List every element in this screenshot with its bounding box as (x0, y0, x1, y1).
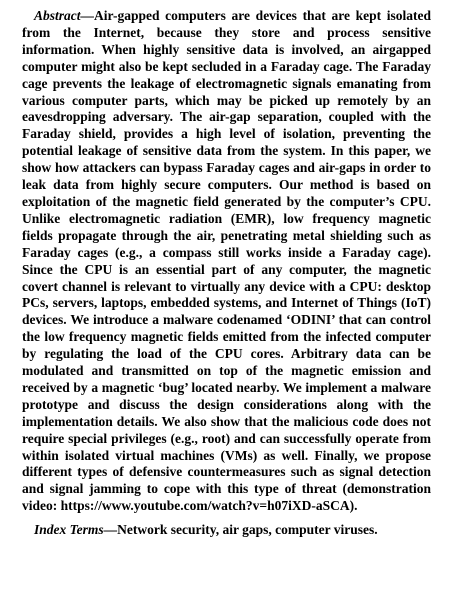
index-terms-label-text: Index Terms (34, 522, 104, 538)
abstract-paragraph (22, 8, 431, 515)
index-terms-label (34, 522, 117, 537)
index-terms-paragraph (22, 522, 431, 539)
index-terms-label-dash: — (103, 522, 118, 538)
abstract-label-text: Abstract (34, 8, 81, 23)
abstract-label-dash: — (80, 8, 95, 23)
abstract-text: Air-gapped computers are devices that are kept isolated from the Internet, because they store and process sensitive information. When highly sensitive data is involved, an airgapped computer might also be kept secluded in a Faraday cage. The Faraday cage prevents the leakage of electromagnetic signals emanating from various computer parts, which may be picked up remotely by an eavesdropping adversary. The air-gap separation, coupled with the Faraday shield, provides a high level of isolation, preventing the potential leakage of sensitive data from the system. In this paper, we show how attackers can bypass Faraday cages and air-gaps in order to leak data from highly secure computers. Our method is based on exploitation of the magnetic field generated by the computer’s CPU. Unlike electromagnetic radiation (EMR), low frequency magnetic fields propagate through the air, penetrating metal shielding such as Faraday cages (e.g., a compass still works inside a Faraday cage). Since the CPU is an essential part of any computer, the magnetic covert channel is relevant to virtually any device with a CPU: desktop PCs, servers, laptops, embedded systems, and Internet of Things (IoT) devices. We introduce a malware codenamed ‘ODINI’ that can control the low frequency magnetic fields emitted from the infected computer by regulating the load of the CPU cores. Arbitrary data can be modulated and transmitted on top of the magnetic emission and received by a magnetic ‘bug’ located nearby. We implement a malware prototype and discuss the design considerations along with the implementation details. We also show that the malicious code does not require special privileges (e.g., root) and can successfully operate from within isolated virtual machines (VMs) as well. Finally, we propose different types of defensive countermeasures such as signal detection and signal jamming to cope with this type of threat (demonstration video: https://www.youtube.com/watch?v=h07iXD-aSCA). (22, 8, 431, 514)
index-terms-text: Network security, air gaps, computer viruses. (117, 522, 378, 538)
abstract-label (34, 8, 94, 23)
